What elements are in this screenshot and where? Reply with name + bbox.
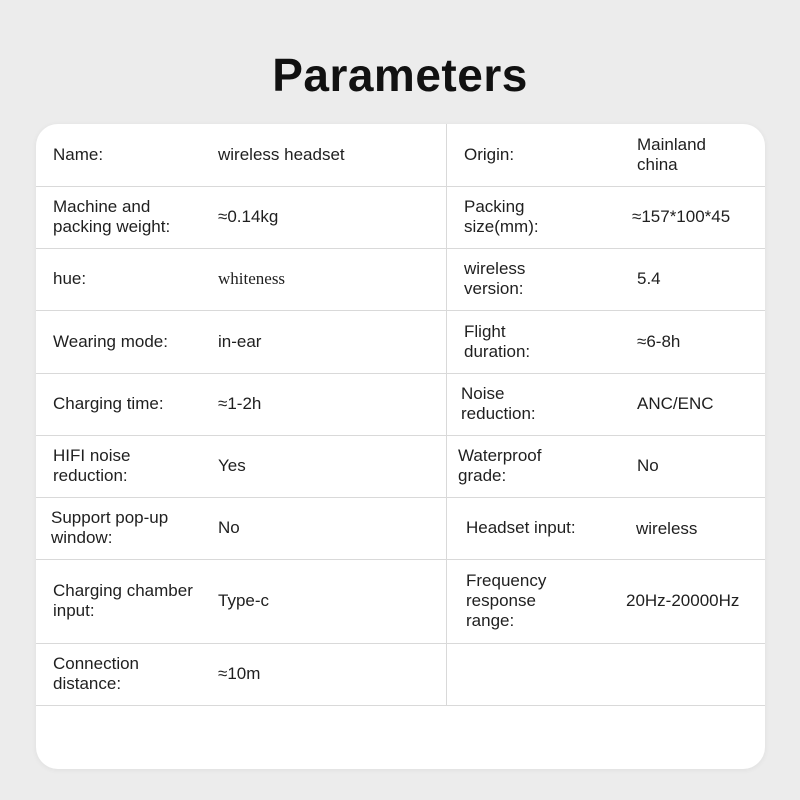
param-value: in-ear [218, 331, 262, 351]
param-value: 20Hz-20000Hz [626, 591, 740, 610]
param-value [637, 643, 765, 705]
param-label: Frequency response range: [466, 571, 547, 630]
param-label: wireless version: [464, 259, 526, 298]
param-value: ≈1-2h [218, 394, 262, 413]
param-value: ≈157*100*45 [632, 207, 731, 226]
param-value: Mainland china [637, 135, 706, 174]
param-value: wireless headset [218, 145, 345, 164]
param-label: HIFI noise reduction: [53, 446, 131, 485]
param-value: whiteness [218, 269, 286, 288]
page-title: Parameters [272, 49, 528, 101]
param-value: ≈0.14kg [218, 207, 279, 226]
param-label: Noise reduction: [461, 384, 536, 423]
table-row [36, 186, 765, 249]
param-label: Origin: [464, 145, 515, 164]
table-row [36, 643, 765, 706]
parameters-table [36, 124, 765, 769]
param-value: ANC/ENC [637, 394, 714, 413]
param-value: Yes [218, 456, 246, 475]
param-value: ≈10m [218, 664, 261, 683]
param-label: hue: [53, 269, 87, 288]
param-label: Charging chamber input: [53, 581, 193, 620]
param-label: Charging time: [53, 394, 164, 413]
table-row [36, 124, 765, 187]
param-label: Support pop-up window: [51, 508, 169, 547]
param-label: Wearing mode: [53, 331, 168, 351]
table-row [36, 248, 765, 311]
param-label: Packing size(mm): [464, 197, 539, 236]
param-label [464, 643, 614, 705]
param-label: Name: [53, 145, 104, 164]
param-label: Headset input: [466, 518, 576, 537]
param-label: Machine and packing weight: [53, 197, 171, 236]
param-label: Connection distance: [53, 654, 140, 693]
param-value: No [637, 456, 659, 475]
table-row [36, 373, 765, 436]
param-value: ≈6-8h [637, 331, 681, 351]
table-footer-space [36, 706, 765, 769]
param-value: 5.4 [637, 269, 661, 288]
table-row [36, 559, 765, 644]
table-row [36, 435, 765, 498]
param-label: Waterproof grade: [458, 446, 542, 485]
table-row [36, 310, 765, 374]
table-row [36, 497, 765, 560]
param-label: Flight duration: [464, 321, 531, 361]
param-value: Type-c [218, 591, 270, 610]
param-value: wireless [636, 519, 698, 538]
param-value: No [218, 518, 240, 537]
